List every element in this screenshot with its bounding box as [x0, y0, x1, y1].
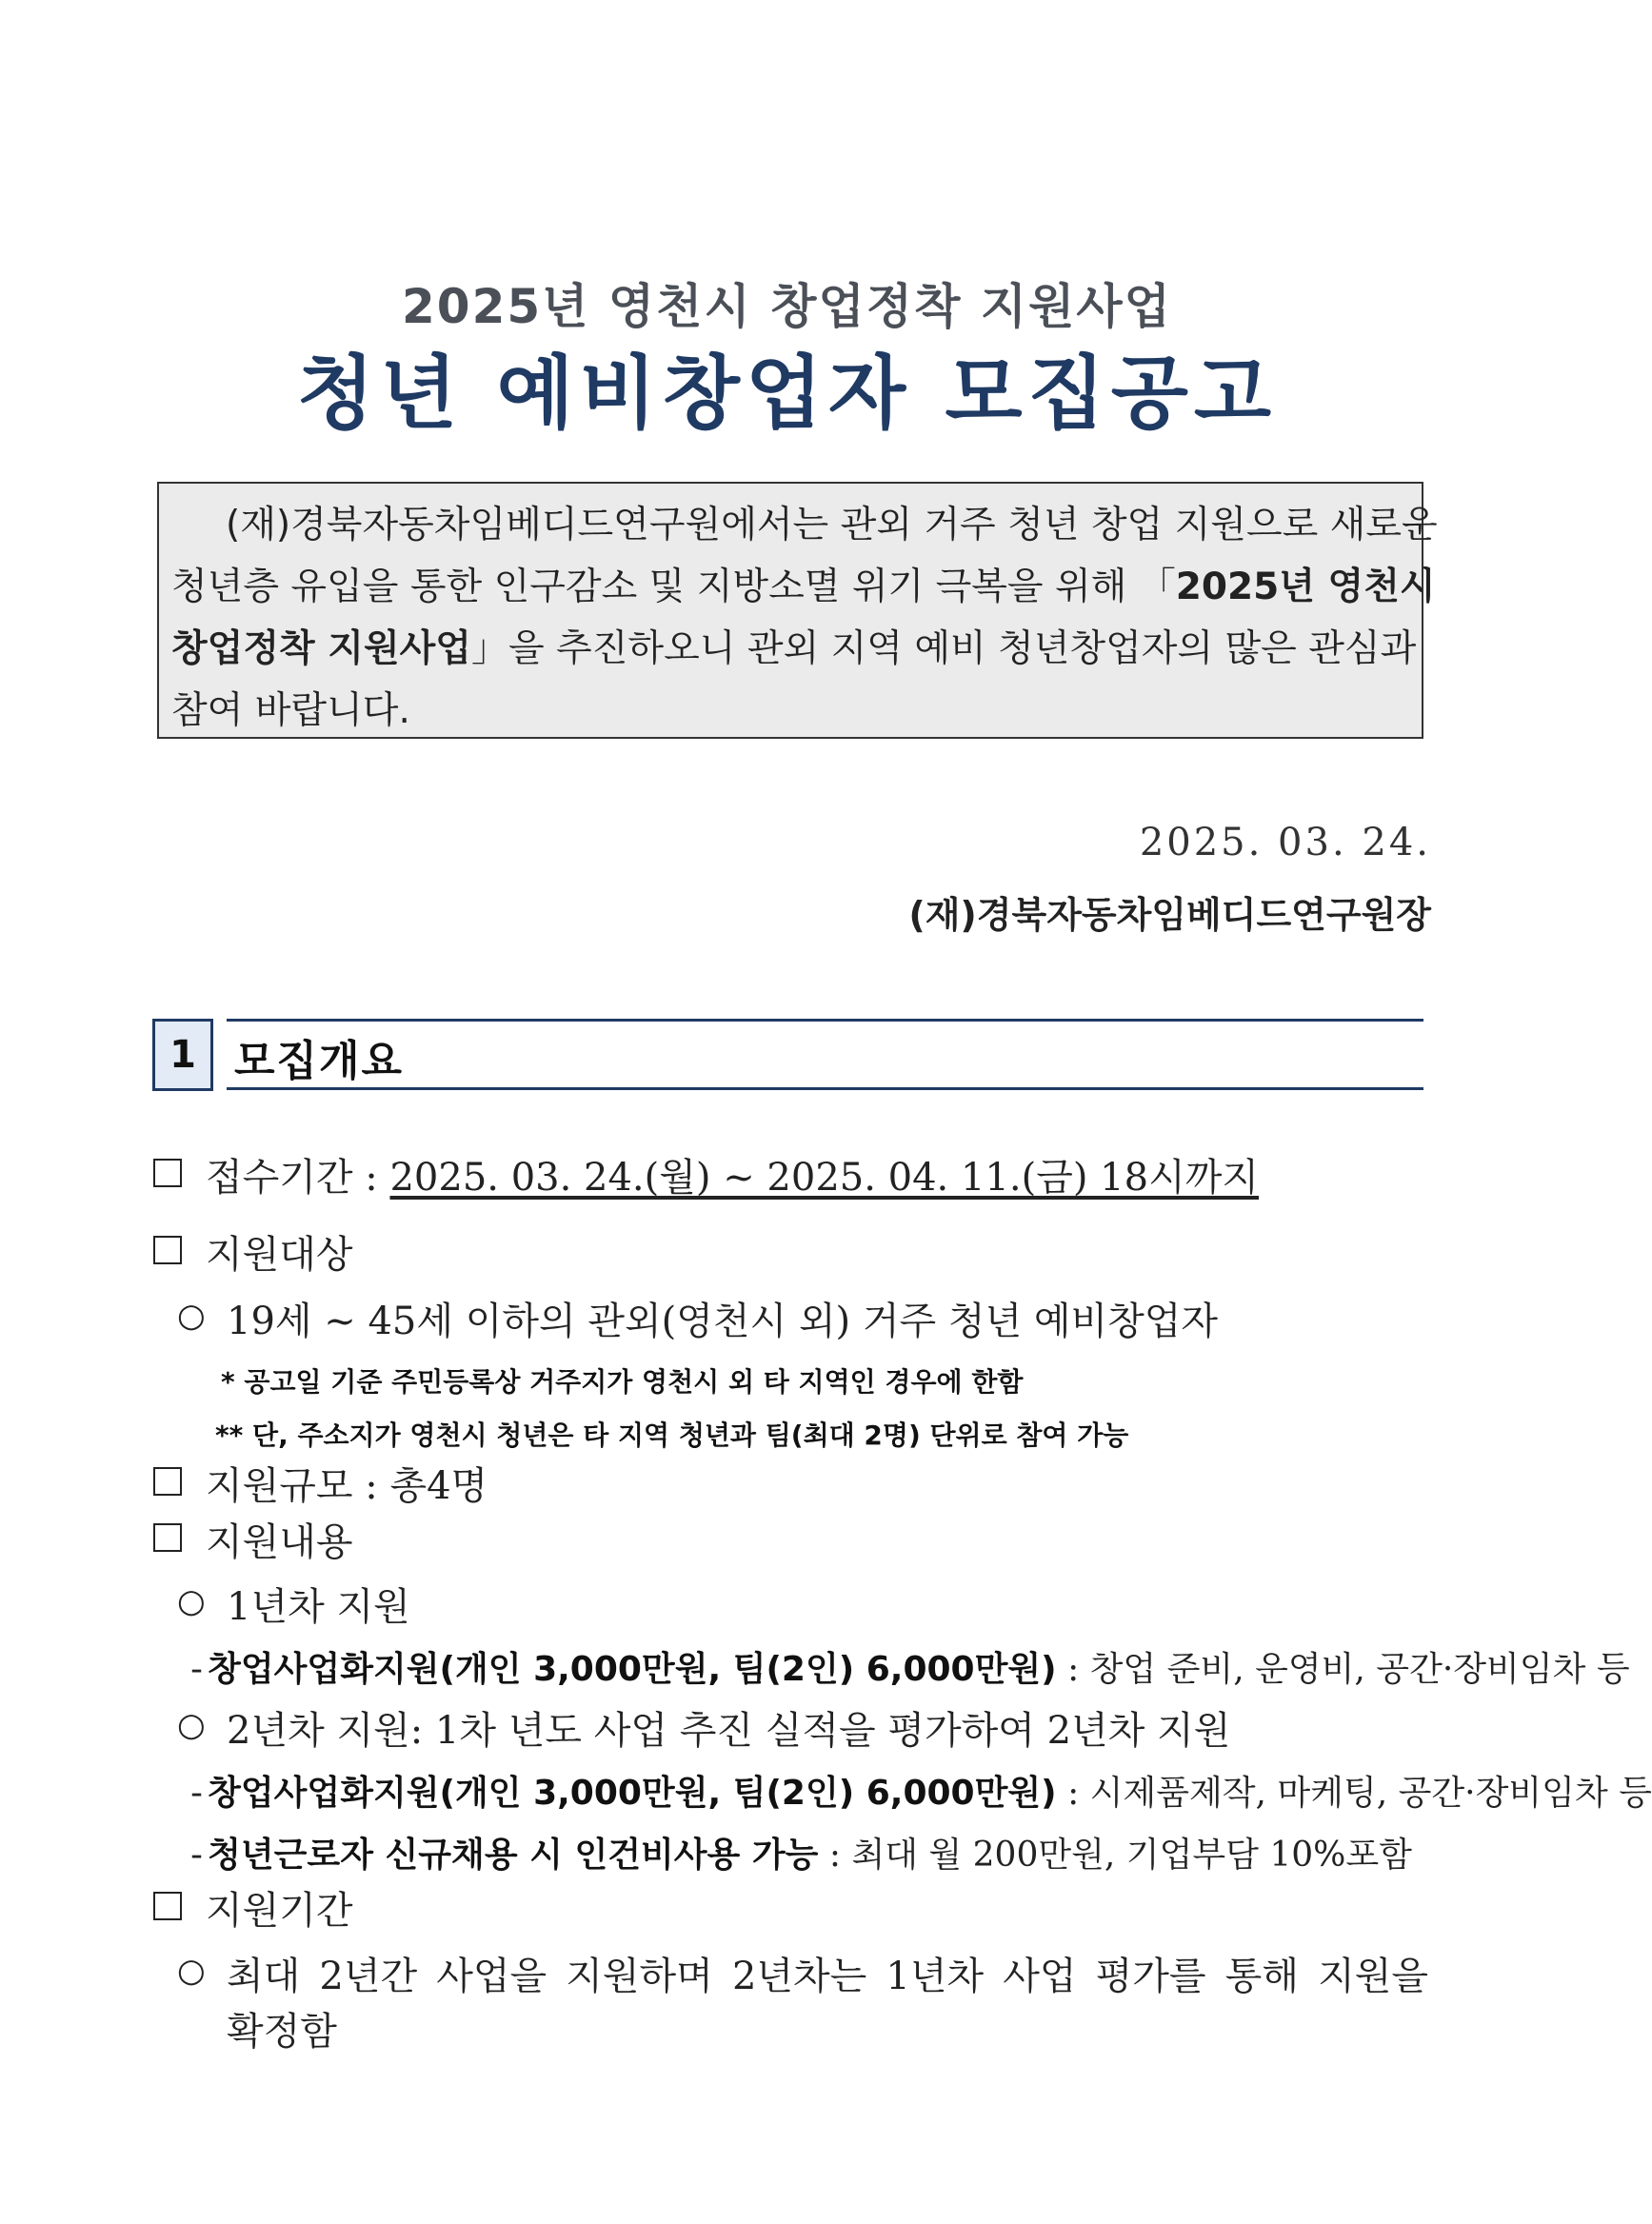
- year1-detail-rest: : 창업 준비, 운영비, 공간·장비임차 등: [1056, 1650, 1630, 1689]
- year2-detail-2: [190, 1828, 1412, 1876]
- intro-line-2-text: 청년층 유입을 통한 인구감소 및 지방소멸 위기 극복을 위해 「: [171, 566, 1176, 608]
- year2-support: 2년차 지원: 1차 년도 사업 추진 실적을 평가하여 2년차 지원: [227, 1709, 1231, 1753]
- circle-bullet-icon: ○: [177, 1582, 206, 1620]
- reception-period-value: 2025. 03. 24.(월) ~ 2025. 04. 11.(금) 18시까지: [389, 1156, 1259, 1200]
- target-note-1: * 공고일 기준 주민등록상 거주지가 영천시 외 타 지역인 경우에 한함: [221, 1366, 1024, 1398]
- organization-name: (재)경북자동차임베디드연구원장: [908, 894, 1431, 936]
- intro-line-4: 참여 바랍니다.: [171, 689, 410, 732]
- support-target-item: 19세 ~ 45세 이하의 관외(영천시 외) 거주 청년 예비창업자: [227, 1300, 1219, 1343]
- target-note-2: ** 단, 주소지가 영천시 청년은 타 지역 청년과 팀(최대 2명) 단위로 참여 가능: [215, 1420, 1129, 1451]
- checkbox-square-icon: [153, 1159, 182, 1187]
- support-content-label: 지원내용: [206, 1520, 353, 1564]
- year2-detail-2-rest: : 최대 월 200만원, 기업부담 10%포함: [818, 1836, 1412, 1875]
- reception-period-label: 접수기간 :: [206, 1156, 390, 1200]
- support-scale: 지원규모 : 총4명: [206, 1464, 488, 1508]
- section-divider-bottom: [227, 1087, 1423, 1090]
- intro-line-3-text: 」을 추진하오니 관외 지역 예비 청년창업자의 많은 관심과: [470, 627, 1417, 670]
- year1-detail-bold: 창업사업화지원(개인 3,000만원, 팀(2인) 6,000만원): [208, 1650, 1057, 1689]
- reception-period: [206, 1147, 1259, 1201]
- checkbox-square-icon: [153, 1523, 182, 1552]
- year2-detail-1-rest: : 시제품제작, 마케팅, 공간·장비임차 등: [1056, 1774, 1652, 1813]
- section-divider-top: [227, 1019, 1423, 1022]
- dash-bullet: -: [190, 1774, 203, 1813]
- year1-support: 1년차 지원: [227, 1585, 410, 1629]
- intro-line-3-bold: 창업정착 지원사업: [171, 627, 471, 670]
- support-duration-item-line2: 확정함: [227, 2010, 337, 2054]
- year1-detail: [190, 1642, 1630, 1691]
- circle-bullet-icon: ○: [177, 1297, 206, 1335]
- checkbox-square-icon: [153, 1892, 182, 1920]
- circle-bullet-icon: ○: [177, 1706, 206, 1744]
- announcement-date: 2025. 03. 24.: [1139, 821, 1431, 864]
- circle-bullet-icon: ○: [177, 1952, 206, 1990]
- year2-detail-1: [190, 1766, 1652, 1815]
- support-duration-item-line1: 최대 2년간 사업을 지원하며 2년차는 1년차 사업 평가를 통해 지원을: [227, 1955, 1428, 1998]
- checkbox-square-icon: [153, 1467, 182, 1496]
- checkbox-square-icon: [153, 1236, 182, 1264]
- dash-bullet: -: [190, 1650, 203, 1689]
- section-title: 모집개요: [234, 1037, 405, 1085]
- intro-line-2-bold: 2025년 영천시: [1175, 566, 1436, 608]
- announcement-title: 청년 예비창업자 모집공고: [296, 347, 1278, 440]
- intro-line-3: [171, 619, 1417, 672]
- support-duration-label: 지원기간: [206, 1889, 353, 1933]
- section-number-box: 1: [152, 1019, 213, 1091]
- intro-line-2: [171, 557, 1436, 610]
- intro-line-1: (재)경북자동차임베디드연구원에서는 관외 거주 청년 창업 지원으로 새로운: [226, 504, 1438, 546]
- announcement-subtitle: 2025년 영천시 창업정착 지원사업: [402, 279, 1172, 334]
- support-target-label: 지원대상: [206, 1233, 353, 1277]
- year2-detail-1-bold: 창업사업화지원(개인 3,000만원, 팀(2인) 6,000만원): [208, 1774, 1057, 1813]
- dash-bullet: -: [190, 1836, 203, 1875]
- year2-detail-2-bold: 청년근로자 신규채용 시 인건비사용 가능: [208, 1836, 819, 1875]
